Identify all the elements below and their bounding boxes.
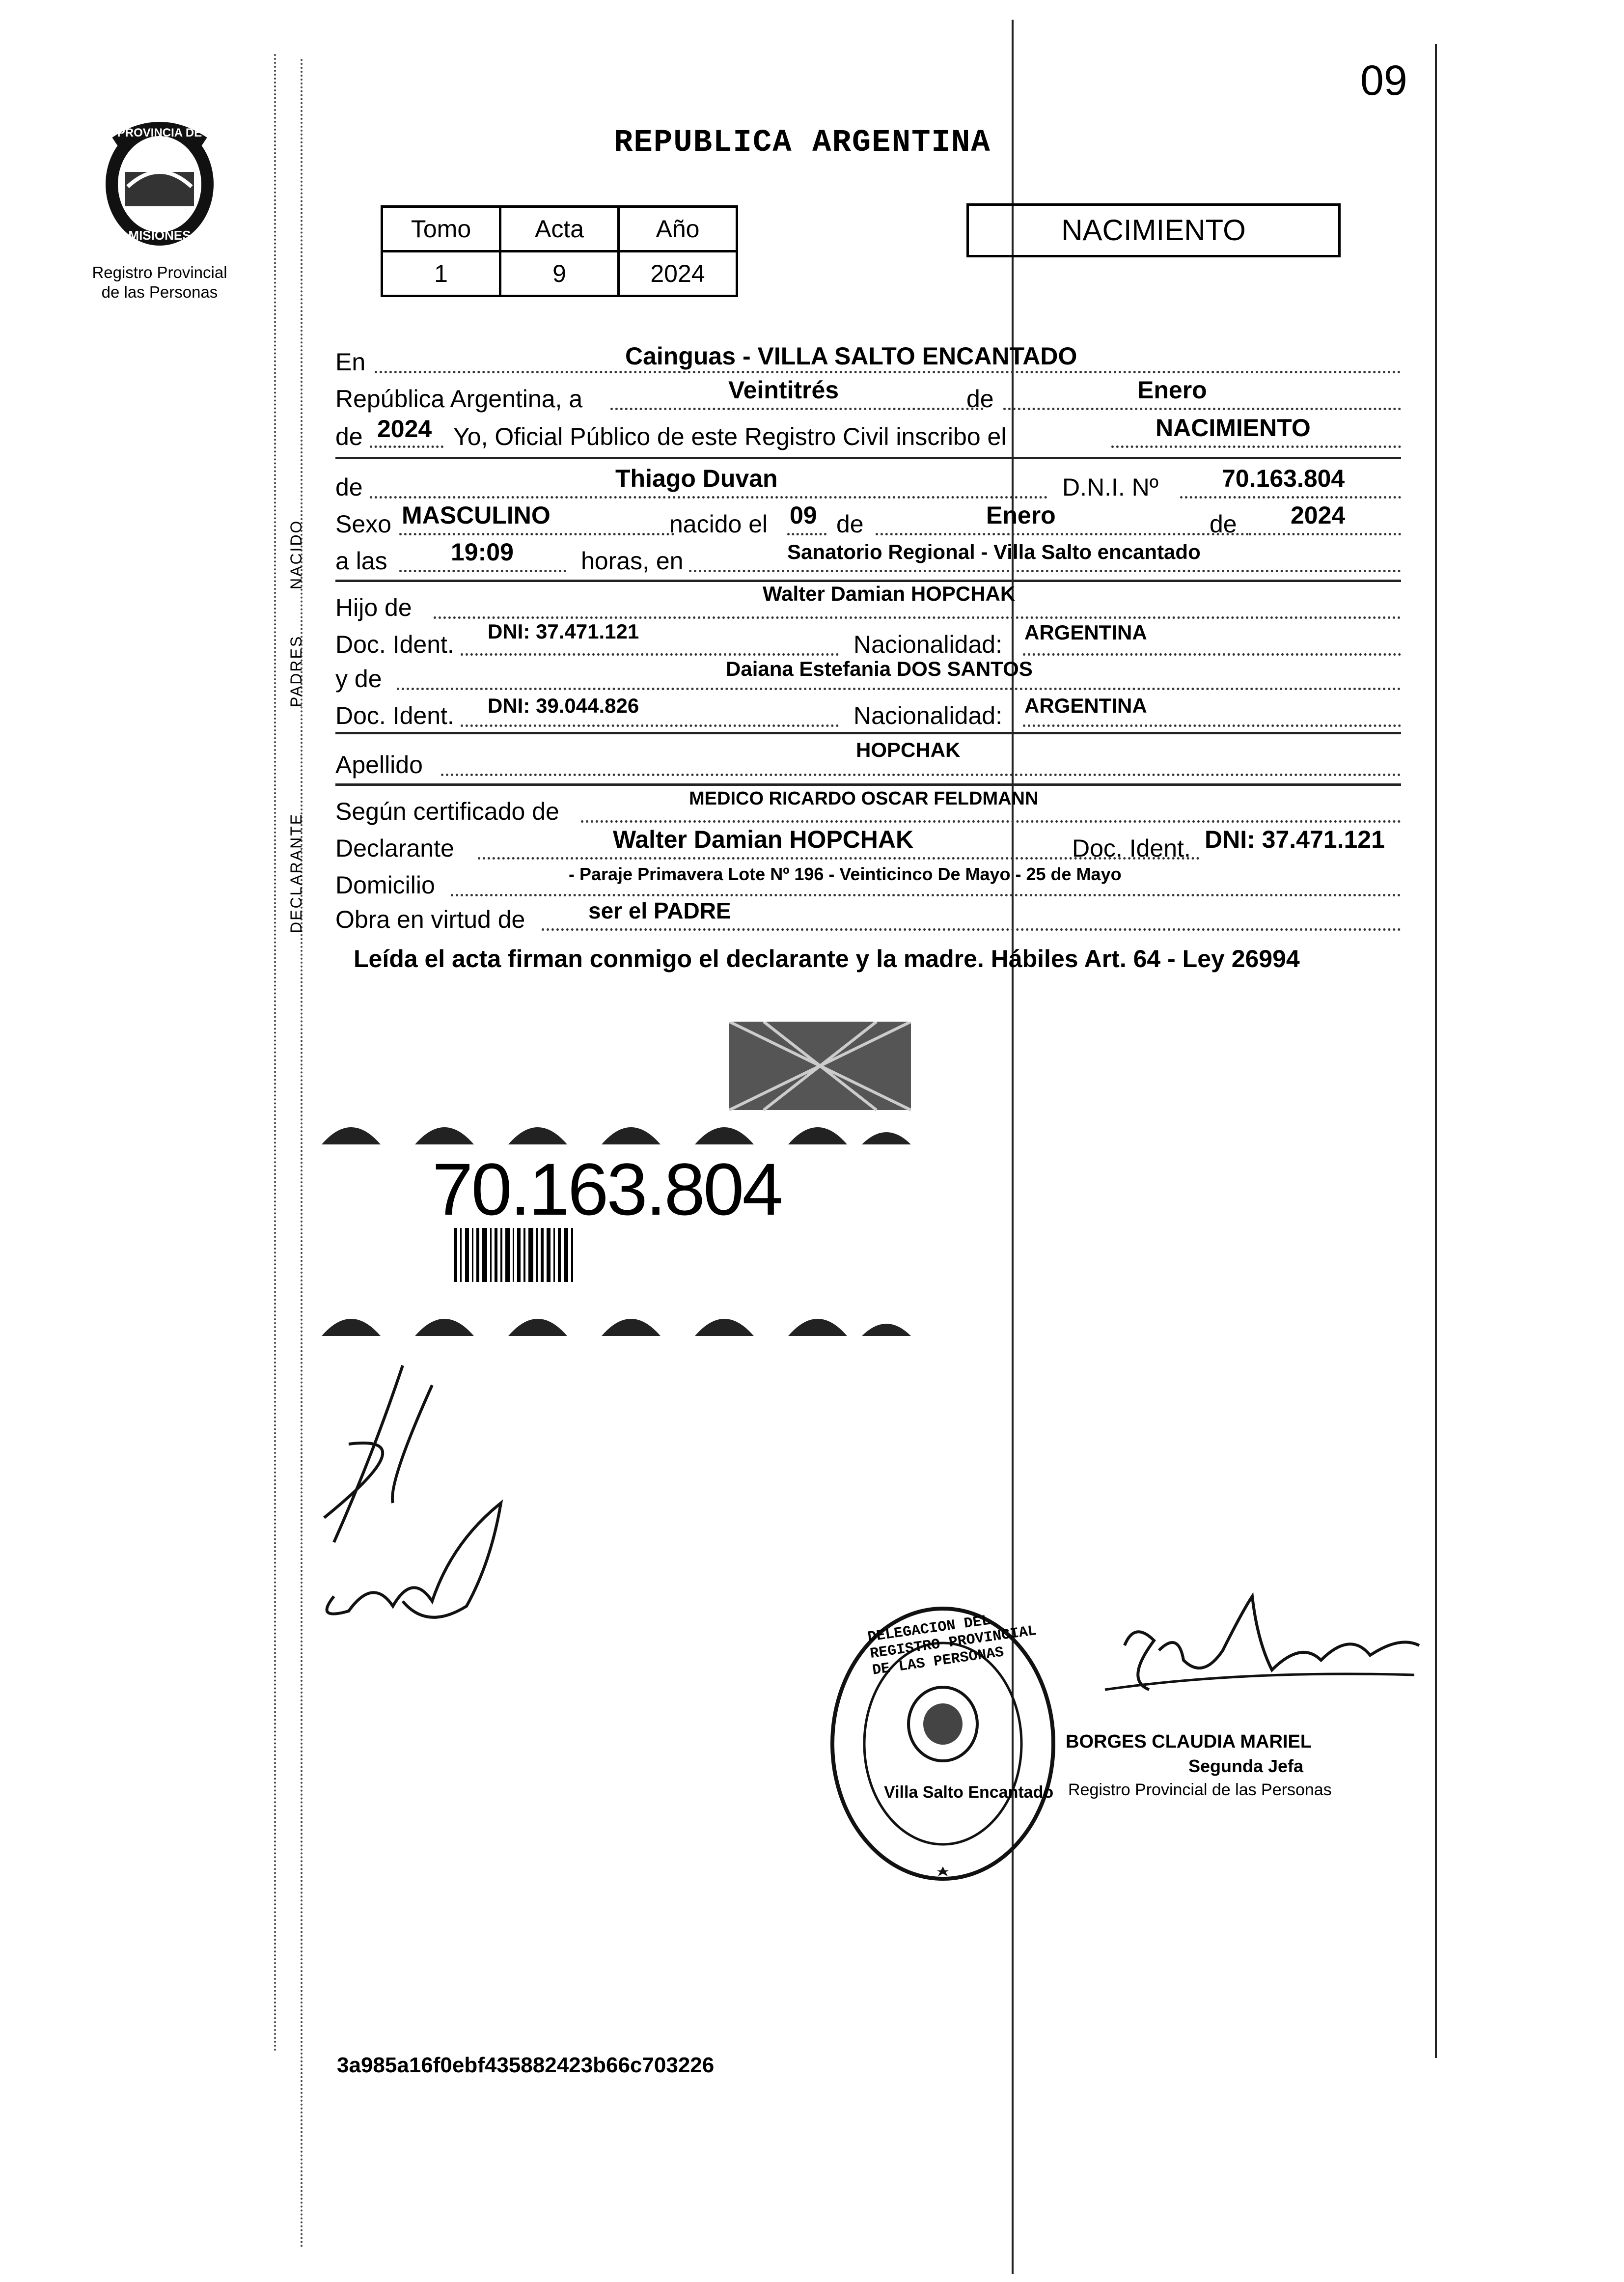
value-madre-nac: ARGENTINA [1024, 694, 1147, 717]
dotted-line [397, 688, 1401, 690]
value-nacido-anio: 2024 [1291, 501, 1346, 529]
row-fecha [335, 376, 1401, 415]
dotted-line [1023, 724, 1401, 727]
record-table [381, 205, 738, 297]
side-label-padres: PADRES [287, 635, 305, 707]
row-sexo [335, 501, 1401, 540]
label-nac-padre: Nacionalidad: [853, 631, 1002, 658]
value-anio: 2024 [377, 415, 432, 443]
label-de-mes: de [836, 510, 864, 538]
registry-sub: de las Personas [101, 283, 218, 301]
section-divider [335, 457, 1401, 459]
value-padre: Walter Damian HOPCHAK [763, 582, 1016, 605]
dotted-line [1180, 496, 1401, 499]
label-en: En [335, 348, 366, 376]
value-declarante-doc: DNI: 37.471.121 [1205, 826, 1385, 853]
value-madre-doc: DNI: 39.044.826 [488, 694, 639, 717]
table-value-acta: 9 [500, 251, 619, 296]
left-margin-line [274, 54, 276, 2053]
barcode-number: 70.163.804 [432, 1148, 781, 1230]
dotted-line [876, 533, 1249, 535]
value-madre: Daiana Estefania DOS SANTOS [726, 657, 1033, 680]
row-obra [335, 898, 1401, 935]
dotted-line [399, 570, 566, 572]
row-en [335, 342, 1401, 378]
dotted-line [461, 724, 839, 727]
official-role: Segunda Jefa [1188, 1756, 1304, 1776]
value-obra: ser el PADRE [588, 898, 731, 923]
page-title: REPUBLICA ARGENTINA [614, 125, 991, 161]
label-declarante: Declarante [335, 835, 454, 862]
label-a-las: a las [335, 547, 387, 575]
label-de-nombre: de [335, 473, 363, 501]
dotted-line [610, 408, 984, 410]
value-nombre: Thiago Duvan [615, 465, 778, 492]
value-hora: 19:09 [451, 538, 514, 566]
label-horas-en: horas, en [581, 547, 684, 575]
logo-text-bottom: MISIONES [128, 228, 191, 243]
dotted-line [581, 820, 1401, 823]
value-dia: Veintitrés [728, 376, 839, 404]
label-de-anio: de [335, 423, 363, 450]
row-hora [335, 538, 1401, 577]
label-y-de: y de [335, 665, 382, 693]
registry-name: Registro Provincial [92, 263, 227, 281]
label-domicilio: Domicilio [335, 871, 435, 899]
table-header-acta: Acta [500, 207, 619, 251]
declarant-signature [304, 1356, 560, 1631]
value-certificado: MEDICO RICARDO OSCAR FELDMANN [689, 788, 1039, 809]
logo-text-top: PROVINCIA DE [117, 126, 202, 139]
value-padre-nac: ARGENTINA [1024, 621, 1147, 644]
value-inscribo: NACIMIENTO [1156, 414, 1311, 442]
value-mes: Enero [1137, 376, 1207, 404]
label-de-anio-nac: de [1210, 510, 1237, 538]
label-doc-declarante: Doc. Ident. [1072, 835, 1191, 862]
dotted-line [370, 496, 1047, 499]
dotted-line [375, 371, 1401, 373]
official-signature [1095, 1582, 1429, 1709]
value-sexo: MASCULINO [402, 501, 551, 529]
row-madre-doc [335, 694, 1401, 731]
dotted-line [451, 894, 1401, 896]
label-hijo-de: Hijo de [335, 594, 412, 621]
value-nacido-dia: 09 [790, 501, 817, 529]
table-header-tomo: Tomo [382, 207, 500, 251]
right-margin-line [1435, 44, 1437, 2058]
row-inscribo [335, 414, 1401, 452]
label-republica: República Argentina, a [335, 385, 583, 413]
table-value-tomo: 1 [382, 251, 500, 296]
document-hash: 3a985a16f0ebf435882423b66c703226 [337, 2053, 715, 2077]
dotted-line [399, 533, 674, 535]
label-doc-padre: Doc. Ident. [335, 631, 454, 658]
value-declarante: Walter Damian HOPCHAK [613, 826, 914, 853]
row-certificado [335, 788, 1401, 827]
label-doc-madre: Doc. Ident. [335, 702, 454, 729]
province-coat-of-arms [91, 113, 228, 250]
label-segun: Según certificado de [335, 798, 559, 825]
row-declarante [335, 826, 1401, 864]
dotted-line [370, 445, 443, 448]
page-number: 09 [1360, 57, 1407, 104]
label-inscribo: Yo, Oficial Público de este Registro Civil inscribo el [453, 423, 1007, 450]
official-stamp [825, 1601, 1061, 1886]
left-dotted-line [301, 59, 303, 2250]
value-localidad: Cainguas - VILLA SALTO ENCANTADO [625, 342, 1077, 370]
label-sexo: Sexo [335, 510, 391, 538]
table-header-anio: Año [619, 207, 737, 251]
label-nac-madre: Nacionalidad: [853, 702, 1002, 729]
side-label-declarante: DECLARANTE [287, 812, 305, 933]
value-domicilio: - Paraje Primavera Lote Nº 196 - Veinticinco De Mayo - 25 de Mayo [569, 864, 1122, 884]
label-dni: D.N.I. Nº [1062, 473, 1159, 501]
value-nacido-mes: Enero [986, 501, 1056, 529]
label-de: de [966, 385, 994, 413]
dotted-line [1111, 445, 1401, 448]
closing-statement: Leída el acta firman conmigo el declarante y la madre. Hábiles Art. 64 - Ley 26994 [354, 945, 1300, 973]
dotted-line [542, 928, 1401, 931]
dotted-line [689, 570, 1401, 572]
value-padre-doc: DNI: 37.471.121 [488, 620, 639, 643]
registry-caption [64, 263, 255, 302]
label-nacido: nacido el [669, 510, 768, 538]
value-dni: 70.163.804 [1222, 465, 1345, 492]
section-divider [335, 732, 1401, 734]
side-label-nacido: NACIDO [287, 519, 305, 589]
dotted-line [1023, 653, 1401, 656]
dotted-line [1003, 408, 1401, 410]
dotted-line [1249, 533, 1401, 535]
official-name: BORGES CLAUDIA MARIEL [1066, 1731, 1312, 1752]
row-domicilio [335, 864, 1401, 901]
row-apellido [335, 738, 1401, 780]
row-nombre [335, 465, 1401, 503]
value-lugar: Sanatorio Regional - Villa Salto encantado [787, 540, 1201, 563]
value-apellido: HOPCHAK [856, 738, 961, 761]
official-org: Registro Provincial de las Personas [1068, 1781, 1332, 1799]
stamp-ring-text: DELEGACION DEL REGISTRO PROVINCIAL DE LAS PERSONAS [866, 1612, 1038, 1679]
label-obra: Obra en virtud de [335, 906, 525, 933]
row-madre [335, 657, 1401, 695]
record-type-box: NACIMIENTO [966, 203, 1341, 257]
label-apellido: Apellido [335, 751, 423, 779]
dotted-line [441, 774, 1401, 776]
stamp-inner-text: Villa Salto Encantado [884, 1783, 1054, 1802]
table-value-anio: 2024 [619, 251, 737, 296]
dotted-line [787, 533, 826, 535]
